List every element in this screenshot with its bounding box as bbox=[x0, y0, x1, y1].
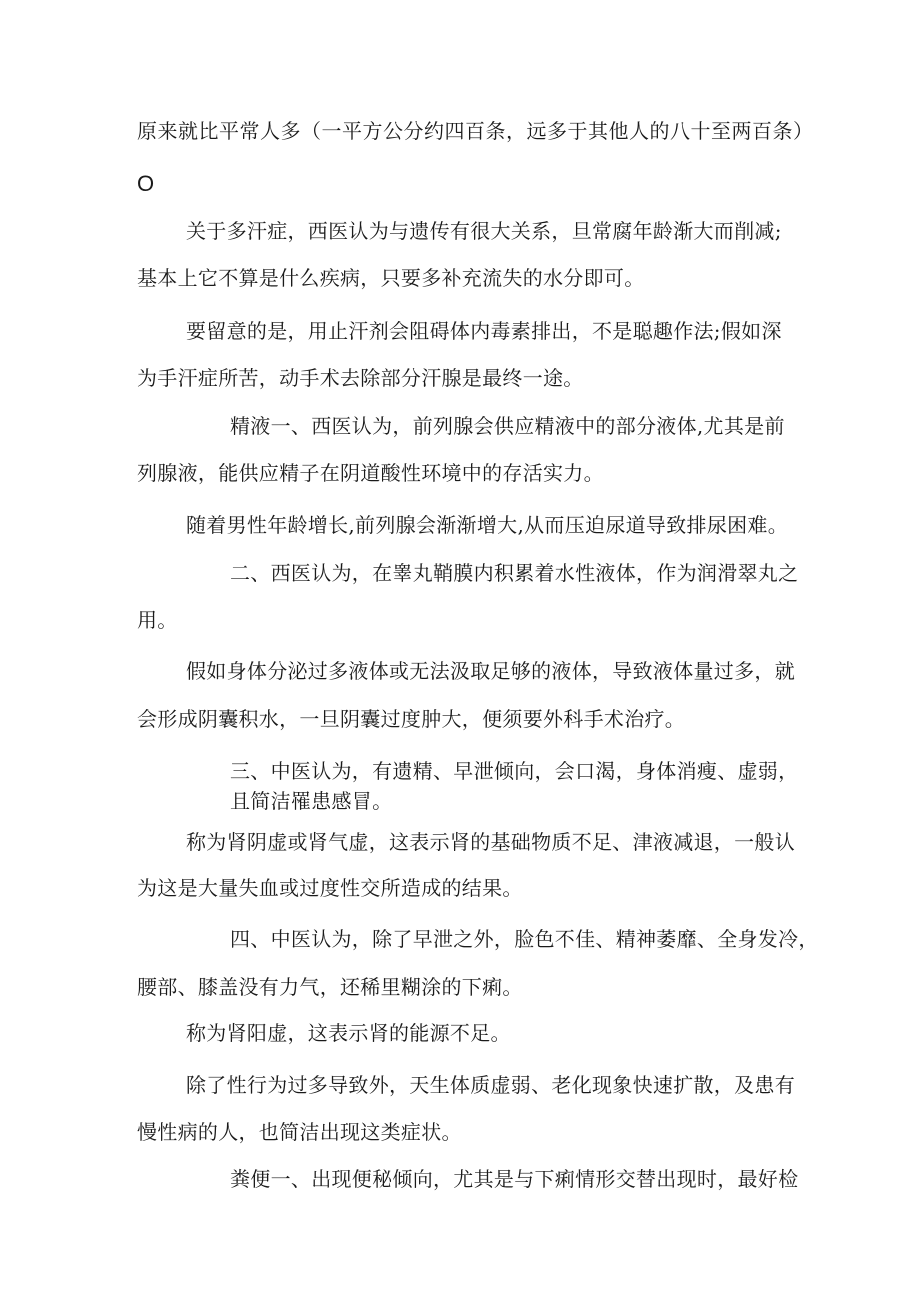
text-line-7: 精液一、西医认为，前列腺会供应精液中的部分液体,尤其是前 bbox=[230, 414, 785, 438]
text-line-20: 称为肾阳虚，这表示肾的能源不足。 bbox=[186, 1021, 511, 1045]
text-line-18: 四、中医认为，除了早泄之外，脸色不佳、精神萎靡、全身发冷， bbox=[230, 927, 819, 951]
text-line-13: 会形成阴囊积水，一旦阴囊过度肿大，便须要外科手术治疗。 bbox=[137, 707, 686, 731]
text-line-10: 二、西医认为，在睾丸鞘膜内积累着水性液体，作为润滑翠丸之 bbox=[230, 561, 799, 585]
text-line-23: 粪便一、出现便秘倾向，尤其是与下痢情形交替出现时，最好检 bbox=[230, 1167, 799, 1191]
text-line-17: 为这是大量失血或过度性交所造成的结果。 bbox=[137, 876, 523, 900]
text-line-5: 要留意的是，用止汗剂会阻碍体内毒素排出，不是聪趣作法;假如深 bbox=[186, 319, 782, 343]
text-line-15: 且简洁罹患感冒。 bbox=[230, 789, 393, 813]
text-line-3: 关于多汗症，西医认为与遗传有很大关系，旦常腐年龄渐大而削减; bbox=[186, 219, 782, 243]
text-line-9: 随着男性年龄增长,前列腺会渐渐增大,从而压迫尿道导致排尿困难。 bbox=[186, 513, 789, 537]
text-line-6: 为手汗症所苦，动手术去除部分汗腺是最终一途。 bbox=[137, 366, 584, 390]
text-line-21: 除了性行为过多导致外，天生体质虚弱、老化现象快速扩散，及患有 bbox=[186, 1073, 795, 1097]
text-line-22: 慢性病的人，也简洁出现这类症状。 bbox=[137, 1120, 462, 1144]
text-line-8: 列腺液，能供应精子在阴道酸性环境中的存活实力。 bbox=[137, 461, 604, 485]
text-line-14: 三、中医认为，有遗精、早泄倾向，会口渴，身体消瘦、虚弱， bbox=[230, 759, 799, 783]
text-line-19: 腰部、膝盖没有力气，还稀里糊涂的下痢。 bbox=[137, 975, 523, 999]
text-line-2: O bbox=[137, 171, 155, 196]
text-line-4: 基本上它不算是什么疾病，只要多补充流失的水分即可。 bbox=[137, 266, 645, 290]
text-line-12: 假如身体分泌过多液体或无法汲取足够的液体，导致液体量过多，就 bbox=[186, 659, 795, 683]
text-line-16: 称为肾阴虚或肾气虚，这表示肾的基础物质不足、津液减退，一般认 bbox=[186, 830, 795, 854]
text-line-1: 原来就比平常人多（一平方公分约四百条，远多于其他人的八十至两百条） bbox=[137, 119, 814, 143]
text-line-11: 用。 bbox=[137, 608, 178, 632]
